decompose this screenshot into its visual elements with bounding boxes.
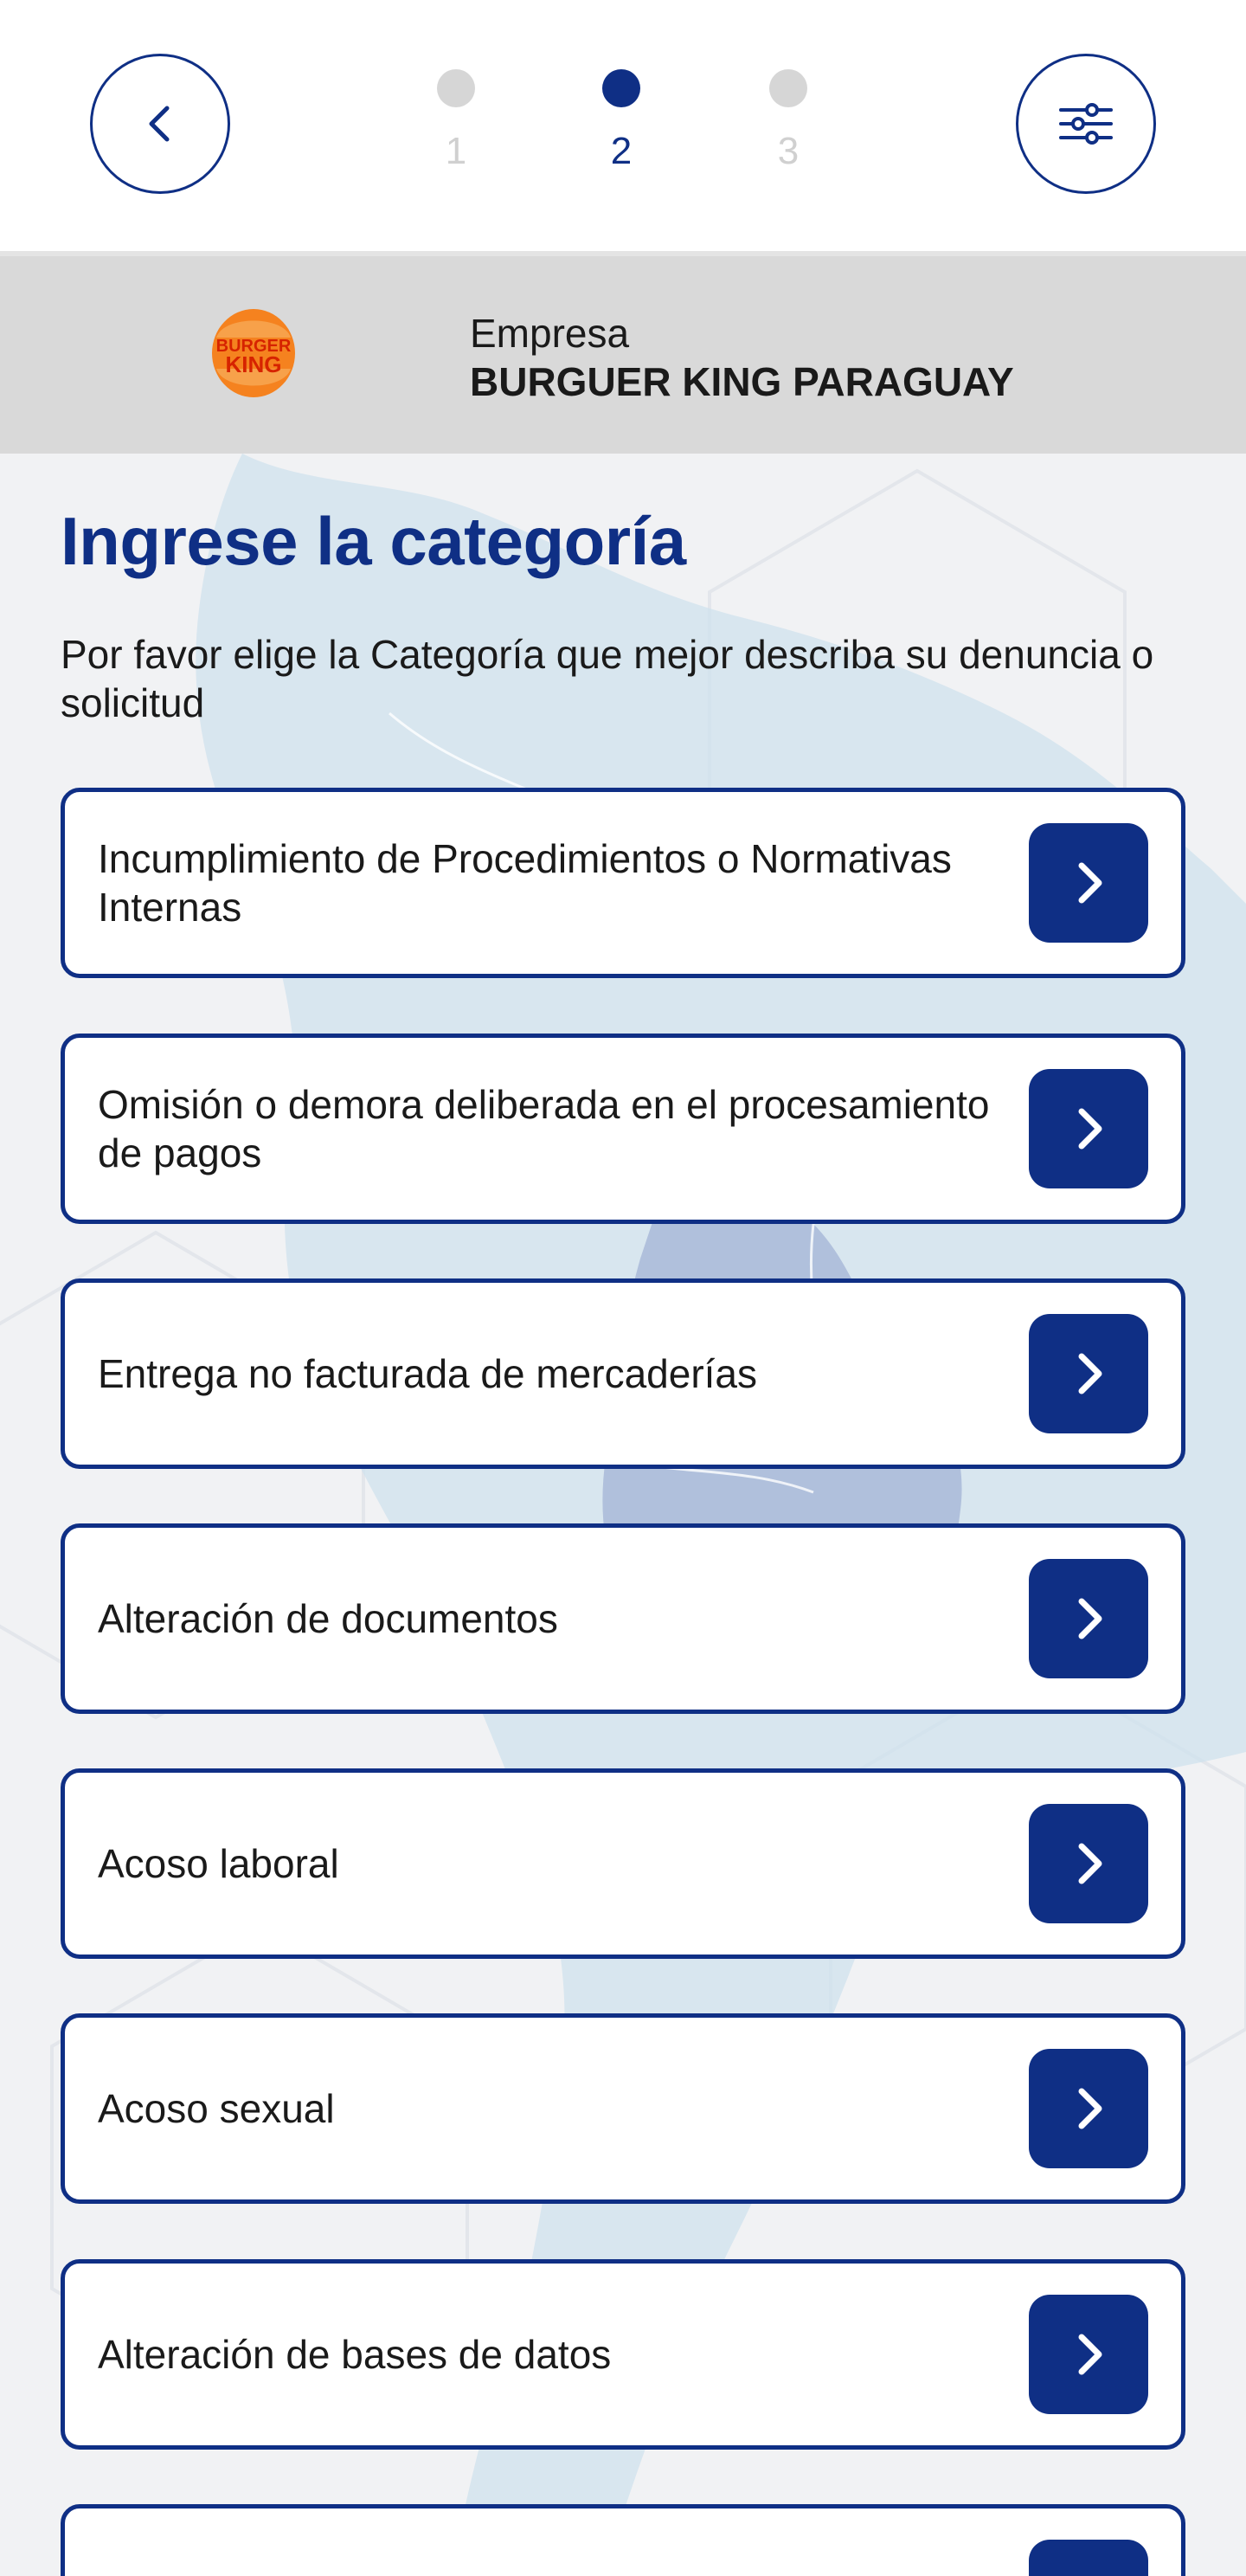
category-label: Incumplimiento de Procedimientos o Normativas Internas [98,836,952,930]
category-label: Omisión o demora deliberada en el procesamiento de pagos [98,1082,990,1175]
category-arrow-button[interactable] [1029,2049,1148,2168]
step-number: 3 [777,130,800,172]
top-bar [0,0,1246,256]
category-label: Acoso sexual [98,2086,335,2131]
step-number: 2 [610,130,633,172]
company-name: BURGUER KING PARAGUAY [470,359,1014,404]
category-arrow-button[interactable] [1029,1559,1148,1678]
company-banner [0,256,1246,454]
category-arrow-button[interactable] [1029,1314,1148,1433]
background-map-illustration [0,454,1246,2576]
category-label: Alteración de bases de datos [98,2332,612,2377]
category-arrow-button[interactable] [1029,1804,1148,1923]
filter-button[interactable] [1016,54,1156,194]
page-title: Ingrese la categoría [61,503,686,579]
chevron-right-icon [1063,2083,1114,2135]
burger-king-logo [211,308,296,398]
category-arrow-button[interactable] [1029,2540,1148,2576]
category-card[interactable] [61,1523,1185,1714]
category-arrow-button[interactable] [1029,1069,1148,1188]
step-number: 1 [445,130,467,172]
sliders-icon [1057,98,1114,150]
step-dot [602,69,640,107]
chevron-right-icon [1063,1348,1114,1400]
step-dot [769,69,807,107]
category-card[interactable] [61,788,1185,978]
category-card[interactable] [61,2504,1185,2576]
svg-text:BURGER: BURGER [215,337,292,356]
chevron-right-icon [1063,1593,1114,1645]
chevron-right-icon [1063,1103,1114,1155]
step-3 [754,69,823,173]
category-card[interactable] [61,1034,1185,1224]
category-card[interactable] [61,1278,1185,1469]
step-1 [421,69,491,173]
category-card[interactable] [61,2013,1185,2204]
category-label: Acoso laboral [98,1841,339,1886]
category-arrow-button[interactable] [1029,2295,1148,2414]
company-label: Empresa [470,311,630,356]
category-label: Entrega no facturada de mercaderías [98,1351,758,1396]
category-card[interactable] [61,1768,1185,1959]
category-label: Alteración de documentos [98,1596,558,1641]
step-2-current [587,69,656,173]
chevron-right-icon [1063,857,1114,909]
category-arrow-button[interactable] [1029,823,1148,943]
step-dot [437,69,475,107]
svg-text:KING: KING [225,351,282,377]
page-subtitle: Por favor elige la Categoría que mejor describa su denuncia o solicitud [61,632,1154,725]
chevron-right-icon [1063,1838,1114,1890]
chevron-right-icon [1063,2328,1114,2380]
category-card[interactable] [61,2259,1185,2450]
